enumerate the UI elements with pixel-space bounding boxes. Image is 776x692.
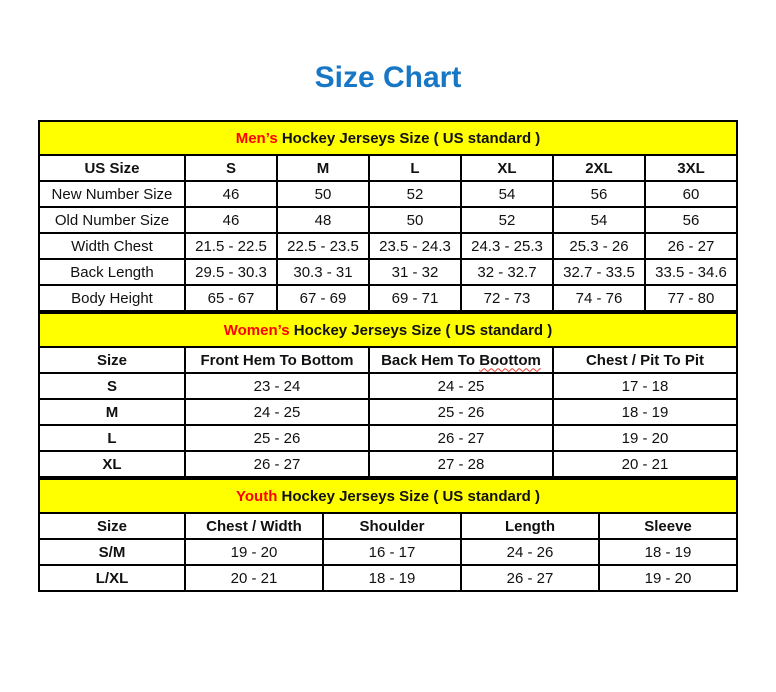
value-cell: 26 - 27 [185,451,369,477]
value-cell: 69 - 71 [369,285,461,311]
womens-size-table [38,312,738,478]
row-label: Old Number Size [39,207,185,233]
value-cell: 18 - 19 [599,539,737,565]
value-cell: 18 - 19 [553,399,737,425]
row-label: Back Length [39,259,185,285]
back-hem-misspelled-word: Boottom [479,351,541,369]
value-cell: 56 [645,207,737,233]
column-header-s: S [185,155,277,181]
womens-header-row [39,347,737,373]
value-cell: 21.5 - 22.5 [185,233,277,259]
column-header-back-hem [369,347,553,373]
column-header-chest-pit: Chest / Pit To Pit [553,347,737,373]
mens-header-row [39,155,737,181]
value-cell: 24.3 - 25.3 [461,233,553,259]
value-cell: 26 - 27 [461,565,599,591]
value-cell: 26 - 27 [645,233,737,259]
value-cell: 31 - 32 [369,259,461,285]
value-cell: 52 [369,181,461,207]
value-cell: 29.5 - 30.3 [185,259,277,285]
column-header-sleeve: Sleeve [599,513,737,539]
value-cell: 23.5 - 24.3 [369,233,461,259]
value-cell: 23 - 24 [185,373,369,399]
column-header-size: Size [39,347,185,373]
value-cell: 65 - 67 [185,285,277,311]
value-cell: 20 - 21 [553,451,737,477]
value-cell: 16 - 17 [323,539,461,565]
column-header-shoulder: Shoulder [323,513,461,539]
mens-row-body-height [39,285,737,311]
value-cell: 26 - 27 [369,425,553,451]
value-cell: 22.5 - 23.5 [277,233,369,259]
womens-row-xl [39,451,737,477]
youth-size-table [38,478,738,592]
value-cell: 17 - 18 [553,373,737,399]
mens-row-width-chest [39,233,737,259]
value-cell: 54 [461,181,553,207]
value-cell: 25.3 - 26 [553,233,645,259]
mens-row-back-length [39,259,737,285]
value-cell: 60 [645,181,737,207]
womens-band-text: Hockey Jerseys Size ( US standard ) [289,321,553,339]
youth-band-keyword: Youth [236,487,278,505]
womens-row-l [39,425,737,451]
row-label: XL [39,451,185,477]
youth-section-band [39,479,737,513]
value-cell: 24 - 25 [185,399,369,425]
value-cell: 19 - 20 [185,539,323,565]
value-cell: 77 - 80 [645,285,737,311]
row-label: Body Height [39,285,185,311]
mens-band-text: Hockey Jerseys Size ( US standard ) [277,129,541,147]
value-cell: 20 - 21 [185,565,323,591]
value-cell: 19 - 20 [599,565,737,591]
value-cell: 32 - 32.7 [461,259,553,285]
mens-size-table [38,120,738,312]
value-cell: 32.7 - 33.5 [553,259,645,285]
row-label: S/M [39,539,185,565]
youth-header-row [39,513,737,539]
value-cell: 30.3 - 31 [277,259,369,285]
mens-row-new-number-size [39,181,737,207]
womens-row-m [39,399,737,425]
womens-row-s [39,373,737,399]
value-cell: 74 - 76 [553,285,645,311]
youth-section-band-row [39,479,737,513]
value-cell: 24 - 26 [461,539,599,565]
value-cell: 54 [553,207,645,233]
value-cell: 25 - 26 [185,425,369,451]
value-cell: 50 [369,207,461,233]
row-label: L/XL [39,565,185,591]
column-header-xl: XL [461,155,553,181]
column-header-size: Size [39,513,185,539]
row-label: L [39,425,185,451]
page-title: Size Chart [314,61,462,94]
youth-row-lxl [39,565,737,591]
column-header-l: L [369,155,461,181]
value-cell: 46 [185,207,277,233]
column-header-front-hem: Front Hem To Bottom [185,347,369,373]
column-header-us-size: US Size [39,155,185,181]
value-cell: 24 - 25 [369,373,553,399]
value-cell: 25 - 26 [369,399,553,425]
womens-section-band [39,313,737,347]
mens-band-keyword: Men’s [235,129,278,147]
value-cell: 46 [185,181,277,207]
youth-row-sm [39,539,737,565]
value-cell: 52 [461,207,553,233]
column-header-m: M [277,155,369,181]
mens-section-band [39,121,737,155]
column-header-length: Length [461,513,599,539]
column-header-chest-width: Chest / Width [185,513,323,539]
value-cell: 67 - 69 [277,285,369,311]
value-cell: 48 [277,207,369,233]
womens-band-keyword: Women’s [223,321,290,339]
column-header-3xl: 3XL [645,155,737,181]
mens-section-band-row [39,121,737,155]
youth-band-text: Hockey Jerseys Size ( US standard ) [277,487,540,505]
value-cell: 56 [553,181,645,207]
back-hem-prefix: Back Hem To [381,351,480,369]
column-header-2xl: 2XL [553,155,645,181]
womens-section-band-row [39,313,737,347]
row-label: S [39,373,185,399]
value-cell: 33.5 - 34.6 [645,259,737,285]
mens-row-old-number-size [39,207,737,233]
value-cell: 19 - 20 [553,425,737,451]
value-cell: 27 - 28 [369,451,553,477]
value-cell: 18 - 19 [323,565,461,591]
row-label: Width Chest [39,233,185,259]
value-cell: 72 - 73 [461,285,553,311]
row-label: New Number Size [39,181,185,207]
row-label: M [39,399,185,425]
value-cell: 50 [277,181,369,207]
